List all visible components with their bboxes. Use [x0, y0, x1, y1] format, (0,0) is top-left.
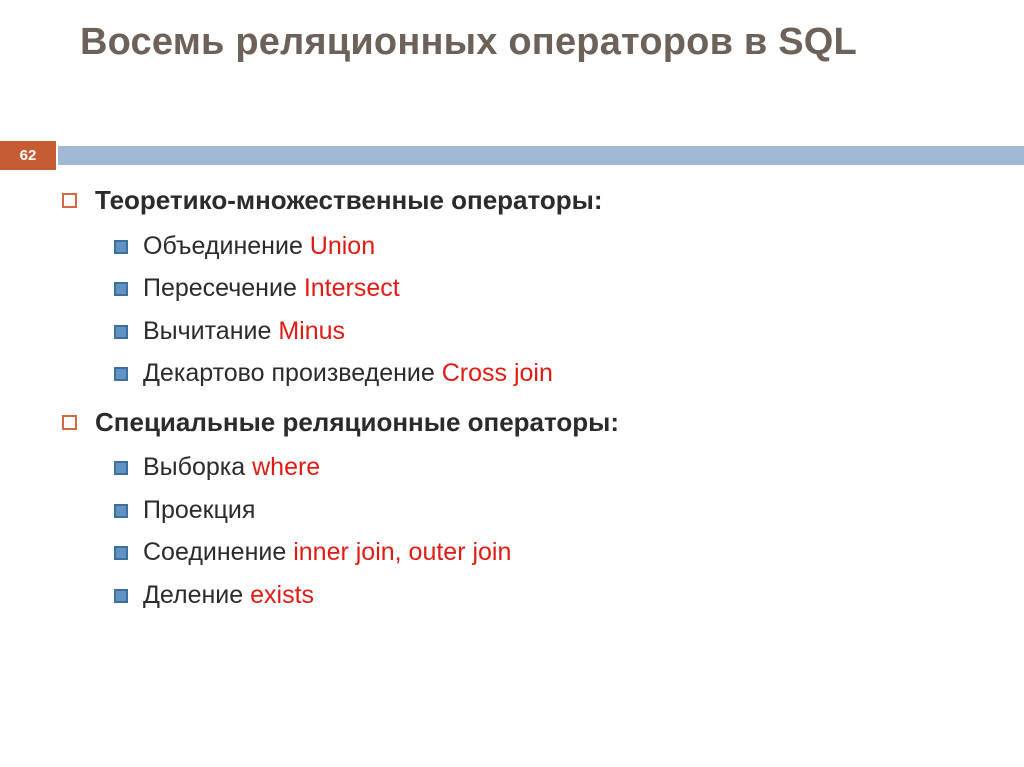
list-item — [114, 353, 1002, 394]
square-filled-bullet-icon — [114, 240, 128, 254]
list-item — [62, 404, 1002, 442]
sql-keyword: Intersect — [303, 274, 400, 303]
square-filled-bullet-icon — [114, 282, 128, 296]
list-item-text: Проекция — [143, 495, 256, 524]
square-filled-bullet-icon — [114, 367, 128, 381]
list-item-label — [143, 268, 400, 309]
square-filled-bullet-icon — [114, 546, 128, 560]
list-item-text: Декартово произведение — [143, 359, 442, 388]
list-item-label — [143, 447, 320, 488]
title-divider-bar — [58, 146, 1024, 165]
square-filled-bullet-icon — [114, 461, 128, 475]
list-item — [114, 575, 1002, 616]
slide-body-list — [62, 182, 1002, 617]
square-filled-bullet-icon — [114, 325, 128, 339]
list-item-text: Пересечение — [143, 274, 304, 303]
list-item — [114, 532, 1002, 573]
page-number-badge: 62 — [0, 141, 56, 170]
sql-keyword: exists — [250, 580, 315, 609]
list-item — [114, 311, 1002, 352]
list-item-text: Объединение — [143, 231, 310, 260]
list-item — [114, 226, 1002, 267]
list-item-label: Специальные реляционные операторы: — [95, 406, 620, 437]
slide-title-block — [80, 18, 980, 67]
square-outline-bullet-icon — [62, 193, 77, 208]
list-item — [114, 490, 1002, 531]
list-item-label: Теоретико-множественные операторы: — [95, 185, 603, 215]
list-item-label — [143, 311, 345, 352]
list-item-text: Выборка — [143, 453, 253, 482]
list-item-text: Соединение — [143, 538, 294, 567]
page-title: Восемь реляционных операторов в SQL — [80, 21, 857, 63]
list-item-label — [143, 532, 511, 573]
list-item-label — [143, 353, 553, 394]
square-filled-bullet-icon — [114, 504, 128, 518]
list-item — [62, 182, 1002, 220]
list-item-label — [143, 490, 255, 531]
square-filled-bullet-icon — [114, 589, 128, 603]
sql-keyword: Union — [309, 231, 376, 260]
list-item-label — [143, 575, 314, 616]
sql-keyword: Minus — [278, 316, 346, 345]
square-outline-bullet-icon — [62, 415, 77, 430]
list-item-text: Деление — [143, 580, 251, 609]
sql-keyword: Cross join — [441, 359, 553, 388]
list-item-label — [143, 226, 375, 267]
list-item-text: Вычитание — [143, 316, 279, 345]
list-item — [114, 447, 1002, 488]
list-item — [114, 268, 1002, 309]
sql-keyword: where — [252, 453, 321, 482]
sql-keyword: inner join, outer join — [293, 538, 512, 567]
